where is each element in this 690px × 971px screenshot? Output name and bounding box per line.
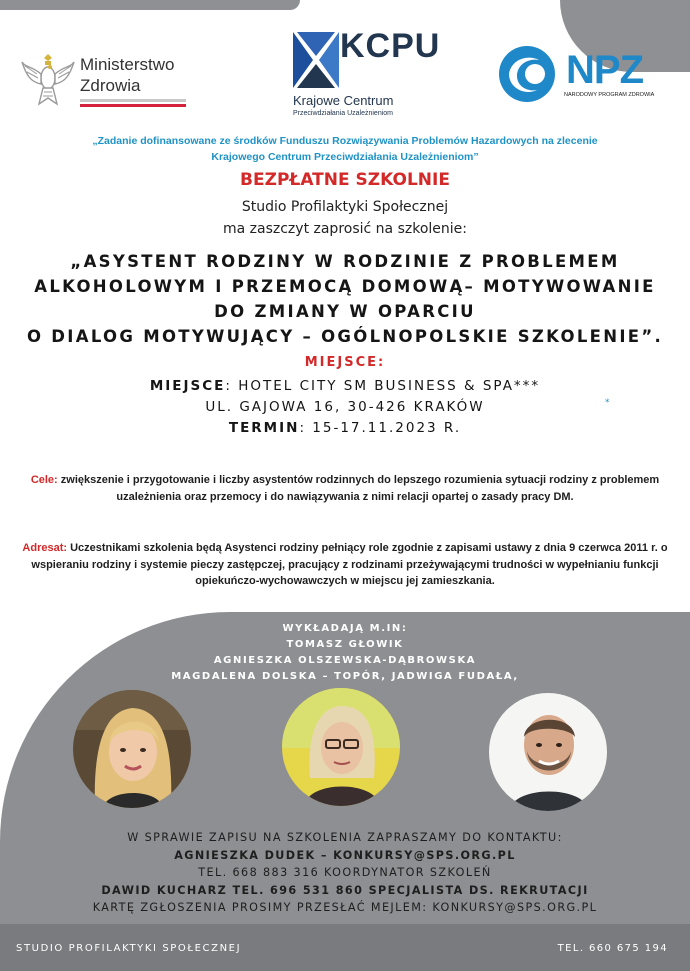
place-details (0, 376, 690, 439)
contact-info (0, 829, 690, 917)
lecturer-3: MAGDALENA DOLSKA – TOPÓR, JADWIGA FUDAŁA, (171, 671, 519, 682)
npz-letters: NPZ (566, 48, 643, 92)
contact-line-3: TEL. 668 883 316 KOORDYNATOR SZKOLEŃ (198, 866, 492, 880)
audience-paragraph (20, 540, 670, 590)
funding-note: „Zadanie dofinansowane ze środków Funduszu Rozwiązywania Problemów Hazardowych na zlecenie Krajowego Centrum Przeciwdziałania Uzależnieniom” (92, 135, 598, 163)
goals-label: Cele: (30, 474, 58, 486)
footer-organization: STUDIO PROFILAKTYKI SPOŁECZNEJ (16, 943, 242, 954)
lecturer-photo-2 (282, 688, 400, 806)
venue-value: : HOTEL CITY SM BUSINESS & SPA*** (225, 378, 541, 394)
ministry-line-white (80, 99, 186, 102)
venue-label: MIEJSCE (149, 378, 226, 394)
date-line (0, 418, 690, 439)
title-line-4: O DIALOG MOTYWUJĄCY – OGÓLNOPOLSKIE SZKOLENIE”. (26, 327, 664, 346)
goals-text: zwiększenie i przygotowanie i liczby asystentów rodzinnych do lepszego rozumienia sytuacji rodziny z problemem uzależnienia oraz przemocy i do nawiązywania z nimi relacji opartej o zasady pracy DM. (57, 474, 660, 503)
npz-subtitle: NARODOWY PROGRAM ZDROWIA (564, 92, 655, 98)
audience-text: Uczestnikami szkolenia będą Asystenci rodziny pełniący role zgodnie z zapisami ustawy z dnia 9 czerwca 2011 r. o wspieraniu rodziny i systemie pieczy zastępczej, pracujący z rodzinami przeżywającymi trudności w wypełnianiu funkcji opiekuńczo-wychowawczych w miejscu jej zamieszkania. (31, 542, 668, 587)
contact-line-4: DAWID KUCHARZ TEL. 696 531 860 SPECJALISTA DS. REKRUTACJI (101, 883, 589, 897)
lecturer-2: AGNIESZKA OLSZEWSKA-DĄBROWSKA (213, 655, 477, 666)
invitation-text: ma zaszczyt zaprosić na szkolenie: (223, 221, 467, 237)
date-value: : 15-17.11.2023 R. (299, 420, 462, 436)
kcpu-name: Krajowe Centrum (293, 93, 394, 108)
title-line-1: „ASYSTENT RODZINY W RODZINIE Z PROBLEMEM (70, 252, 620, 271)
npz-emblem (497, 44, 557, 104)
address-line: UL. GAJOWA 16, 30-426 KRAKÓW (205, 399, 485, 415)
lecturer-photo-1 (73, 690, 191, 808)
ministry-name: Ministerstwo Zdrowia (80, 55, 175, 95)
polish-eagle-emblem (20, 48, 76, 112)
free-training-heading: BEZPŁATNE SZKOLNIE (240, 170, 450, 190)
lecturers-list (0, 621, 690, 685)
kcpu-letters: KCPU (340, 27, 441, 65)
top-left-decoration (0, 0, 300, 10)
ministry-line-red (80, 104, 186, 107)
lecturers-heading: WYKŁADAJĄ M.IN: (282, 623, 408, 634)
training-title (0, 249, 690, 349)
lecturer-photo-3 (489, 693, 607, 811)
date-label: TERMIN (228, 420, 300, 436)
organizer-name: Studio Profilaktyki Społecznej (241, 199, 449, 215)
kcpu-emblem (291, 30, 341, 90)
audience-label: Adresat: (22, 542, 68, 554)
contact-line-2[interactable]: AGNIESZKA DUDEK – KONKURSY@SPS.ORG.PL (174, 848, 516, 862)
goals-paragraph (20, 472, 670, 505)
contact-line-1: W SPRAWIE ZAPISU NA SZKOLENIA ZAPRASZAMY DO KONTAKTU: (127, 831, 563, 844)
contact-line-5[interactable]: KARTĘ ZGŁOSZENIA PROSIMY PRZESŁAĆ MEJLEM: KONKURSY@SPS.ORG.PL (92, 901, 598, 915)
footer-phone[interactable]: TEL. 660 675 194 (557, 943, 668, 954)
place-heading: MIEJSCE: (304, 355, 386, 370)
kcpu-subtitle: Przeciwdziałania Uzależnieniom (293, 110, 393, 117)
title-line-2: ALKOHOLOWYM I PRZEMOCĄ DOMOWĄ– MOTYWOWANIE (34, 277, 656, 296)
title-line-3: DO ZMIANY W OPARCIU (214, 302, 476, 321)
venue-line (0, 376, 690, 397)
star-mark: * (605, 398, 610, 408)
lecturer-1: TOMASZ GŁOWIK (286, 639, 404, 650)
